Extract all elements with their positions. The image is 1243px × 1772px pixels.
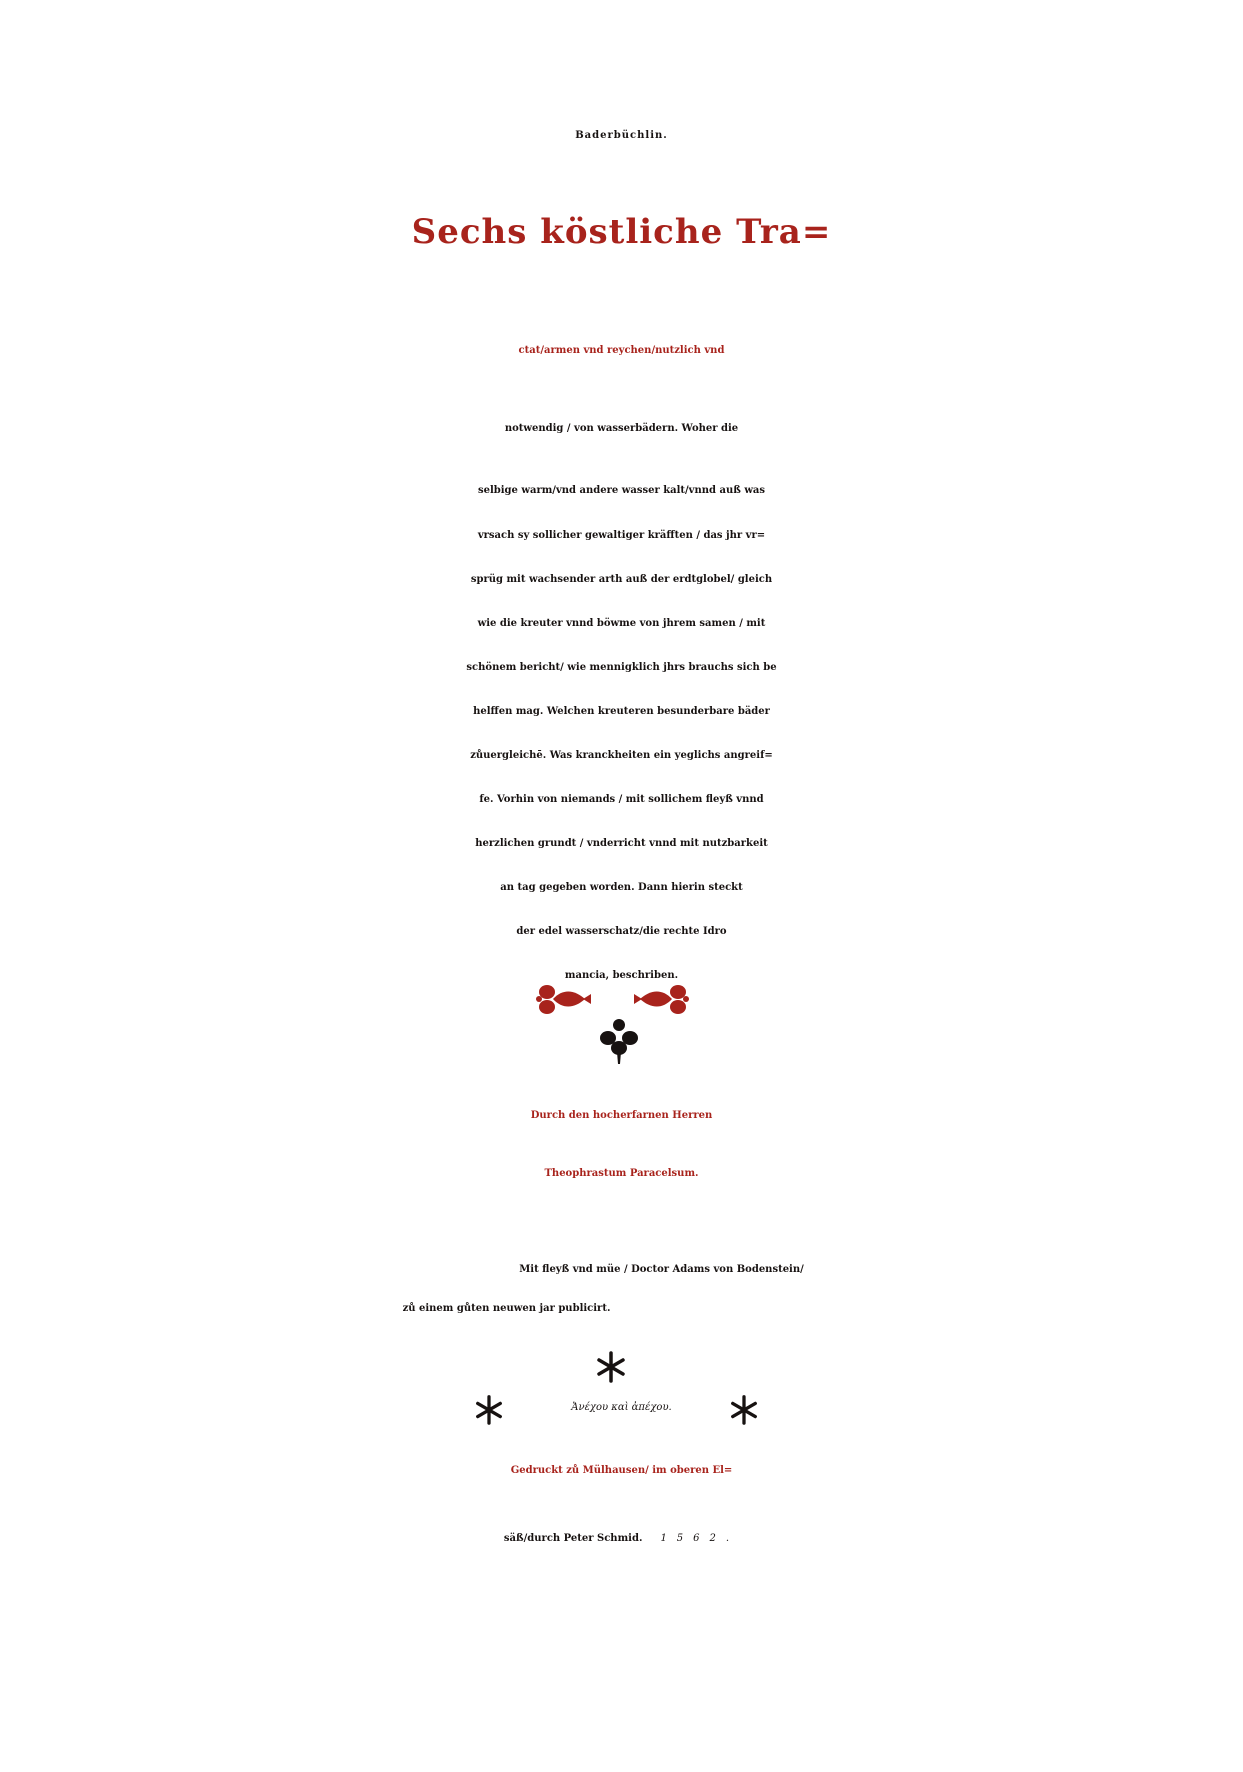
body-line: schönem bericht/ wie mennigklich jhrs brauchs sich be — [466, 662, 777, 673]
body-line: zůuergleichē. Was kranckheiten ein yeglichs angreif= — [470, 750, 773, 761]
editor-line-2: zů einem gůten neuwen jar publicirt. — [402, 1303, 611, 1314]
body-line: fe. Vorhin von niemands / mit sollichem fleyß vnnd — [479, 794, 764, 805]
greek-motto: Ἀνέχου καὶ ἀπέχου. — [571, 1402, 672, 1413]
imprint-year: 1562. — [660, 1533, 740, 1544]
body-line: an tag gegeben worden. Dann hierin steckt — [500, 882, 743, 893]
author-line-1: Durch den hocherfarnen Herren — [530, 1110, 713, 1121]
body-line: herzlichen grundt / vnderricht vnnd mit nutzbarkeit — [475, 838, 768, 849]
editor-line-1: Mit fleyß vnd müe / Doctor Adams von Bodenstein/ — [519, 1264, 804, 1275]
fleuron-black-icon — [598, 1018, 640, 1066]
body-line: helffen mag. Welchen kreuteren besunderbare bäder — [473, 706, 770, 717]
asterisk-icon — [594, 1350, 628, 1384]
title-line-1: Sechs köstliche Tra= — [411, 212, 832, 252]
imprint-printer: säß/durch Peter Schmid. — [503, 1533, 643, 1544]
title-line-2: ctat/armen vnd reychen/nutzlich vnd — [518, 345, 725, 356]
body-line: notwendig / von wasserbädern. Woher die — [504, 423, 739, 434]
body-line: vrsach sy sollicher gewaltiger kräfften / das jhr vr= — [477, 530, 766, 541]
body-line: selbige warm/vnd andere wasser kalt/vnnd auß was — [477, 485, 766, 496]
imprint-line-1: Gedruckt zů Mülhausen/ im oberen El= — [510, 1465, 733, 1476]
body-line: mancia, beschriben. — [564, 970, 679, 981]
fleuron-red-right-icon — [632, 980, 692, 1018]
body-line: der edel wasserschatz/die rechte Idro — [516, 926, 727, 937]
body-line: sprüg mit wachsender arth auß der erdtglobel/ gleich — [470, 574, 773, 585]
body-line: wie die kreuter vnnd böwme von jhrem samen / mit — [477, 618, 766, 629]
supertitle: Baderbüchlin. — [575, 130, 668, 141]
imprint-line-2 — [0, 1533, 1243, 1544]
author-line-2: Theophrastum Paracelsum. — [544, 1168, 699, 1179]
fleuron-red-left-icon — [533, 980, 593, 1018]
